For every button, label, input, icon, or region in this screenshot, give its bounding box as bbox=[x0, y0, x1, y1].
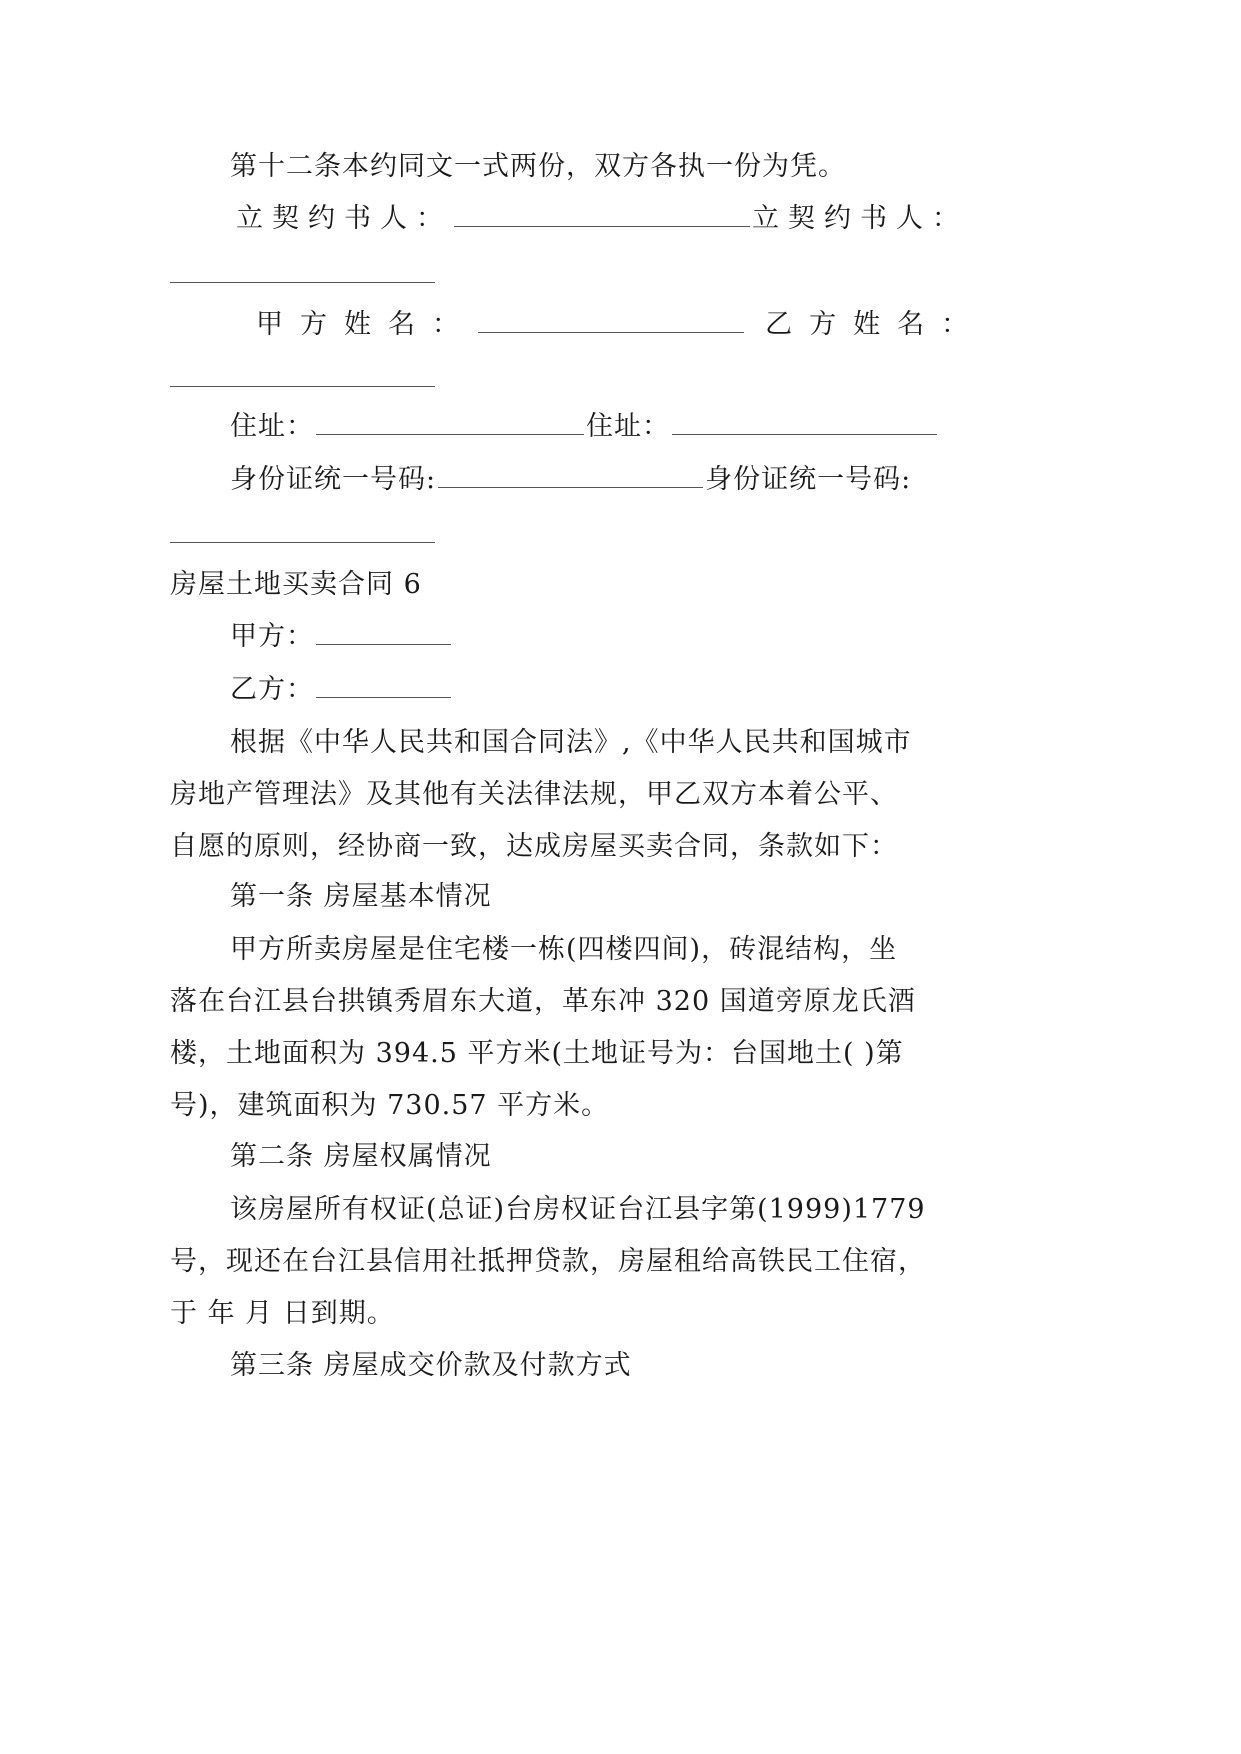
id-b-blank bbox=[170, 542, 435, 543]
name-a-label: 甲方姓名： bbox=[256, 309, 476, 340]
party-b-blank bbox=[316, 675, 451, 698]
signer-b-blank bbox=[170, 282, 435, 283]
id-a-blank bbox=[438, 465, 703, 488]
paragraph-3-line-2: 号，现还在台江县信用社抵押贷款，房屋租给高铁民工住宿， bbox=[170, 1246, 926, 1277]
article-2-heading: 第二条 房屋权属情况 bbox=[230, 1141, 492, 1172]
signer-a-label: 立契约书人： bbox=[236, 203, 452, 234]
address-b-label: 住址： bbox=[586, 411, 670, 442]
address-a-label: 住址： bbox=[230, 411, 314, 442]
paragraph-2-line-3: 楼，土地面积为 394.5 平方米(土地证号为：台国地土( )第 bbox=[170, 1038, 904, 1069]
article-3-heading: 第三条 房屋成交价款及付款方式 bbox=[230, 1350, 632, 1381]
paragraph-2-line-1: 甲方所卖房屋是住宅楼一栋(四楼四间)，砖混结构，坐 bbox=[230, 934, 898, 965]
signer-line bbox=[236, 202, 968, 236]
party-b-label: 乙方： bbox=[230, 674, 314, 705]
name-a-blank bbox=[478, 310, 744, 333]
signer-a-blank bbox=[454, 204, 750, 227]
article-1-heading: 第一条 房屋基本情况 bbox=[230, 881, 492, 912]
party-a-line bbox=[230, 620, 453, 654]
name-b-label: 乙方姓名： bbox=[765, 309, 986, 340]
party-b-line bbox=[230, 673, 453, 707]
signer-b-label: 立契约书人： bbox=[752, 203, 968, 234]
party-a-blank bbox=[316, 622, 451, 645]
name-line bbox=[256, 308, 985, 342]
party-a-label: 甲方： bbox=[230, 621, 314, 652]
paragraph-1-line-3: 自愿的原则，经协商一致，达成房屋买卖合同，条款如下： bbox=[170, 831, 898, 862]
paragraph-2-line-2: 落在台江县台拱镇秀眉东大道，革东冲 320 国道旁原龙氏酒 bbox=[170, 986, 916, 1017]
section-heading: 房屋土地买卖合同 6 bbox=[170, 569, 422, 600]
paragraph-3-line-3: 于 年 月 日到期。 bbox=[170, 1298, 395, 1329]
id-b-label: 身份证统一号码: bbox=[705, 464, 912, 495]
address-b-blank bbox=[672, 412, 937, 435]
id-line bbox=[230, 463, 911, 497]
paragraph-1-line-1: 根据《中华人民共和国合同法》,《中华人民共和国城市 bbox=[230, 727, 912, 758]
id-a-label: 身份证统一号码: bbox=[230, 464, 437, 495]
name-b-blank bbox=[170, 386, 435, 387]
address-a-blank bbox=[316, 412, 584, 435]
paragraph-2-line-4: 号)，建筑面积为 730.57 平方米。 bbox=[170, 1090, 610, 1121]
paragraph-1-line-2: 房地产管理法》及其他有关法律法规，甲乙双方本着公平、 bbox=[170, 779, 898, 810]
paragraph-3-line-1: 该房屋所有权证(总证)台房权证台江县字第(1999)1779 bbox=[230, 1194, 926, 1225]
clause-12-text: 第十二条本约同文一式两份，双方各执一份为凭。 bbox=[230, 151, 846, 182]
address-line bbox=[230, 410, 939, 444]
